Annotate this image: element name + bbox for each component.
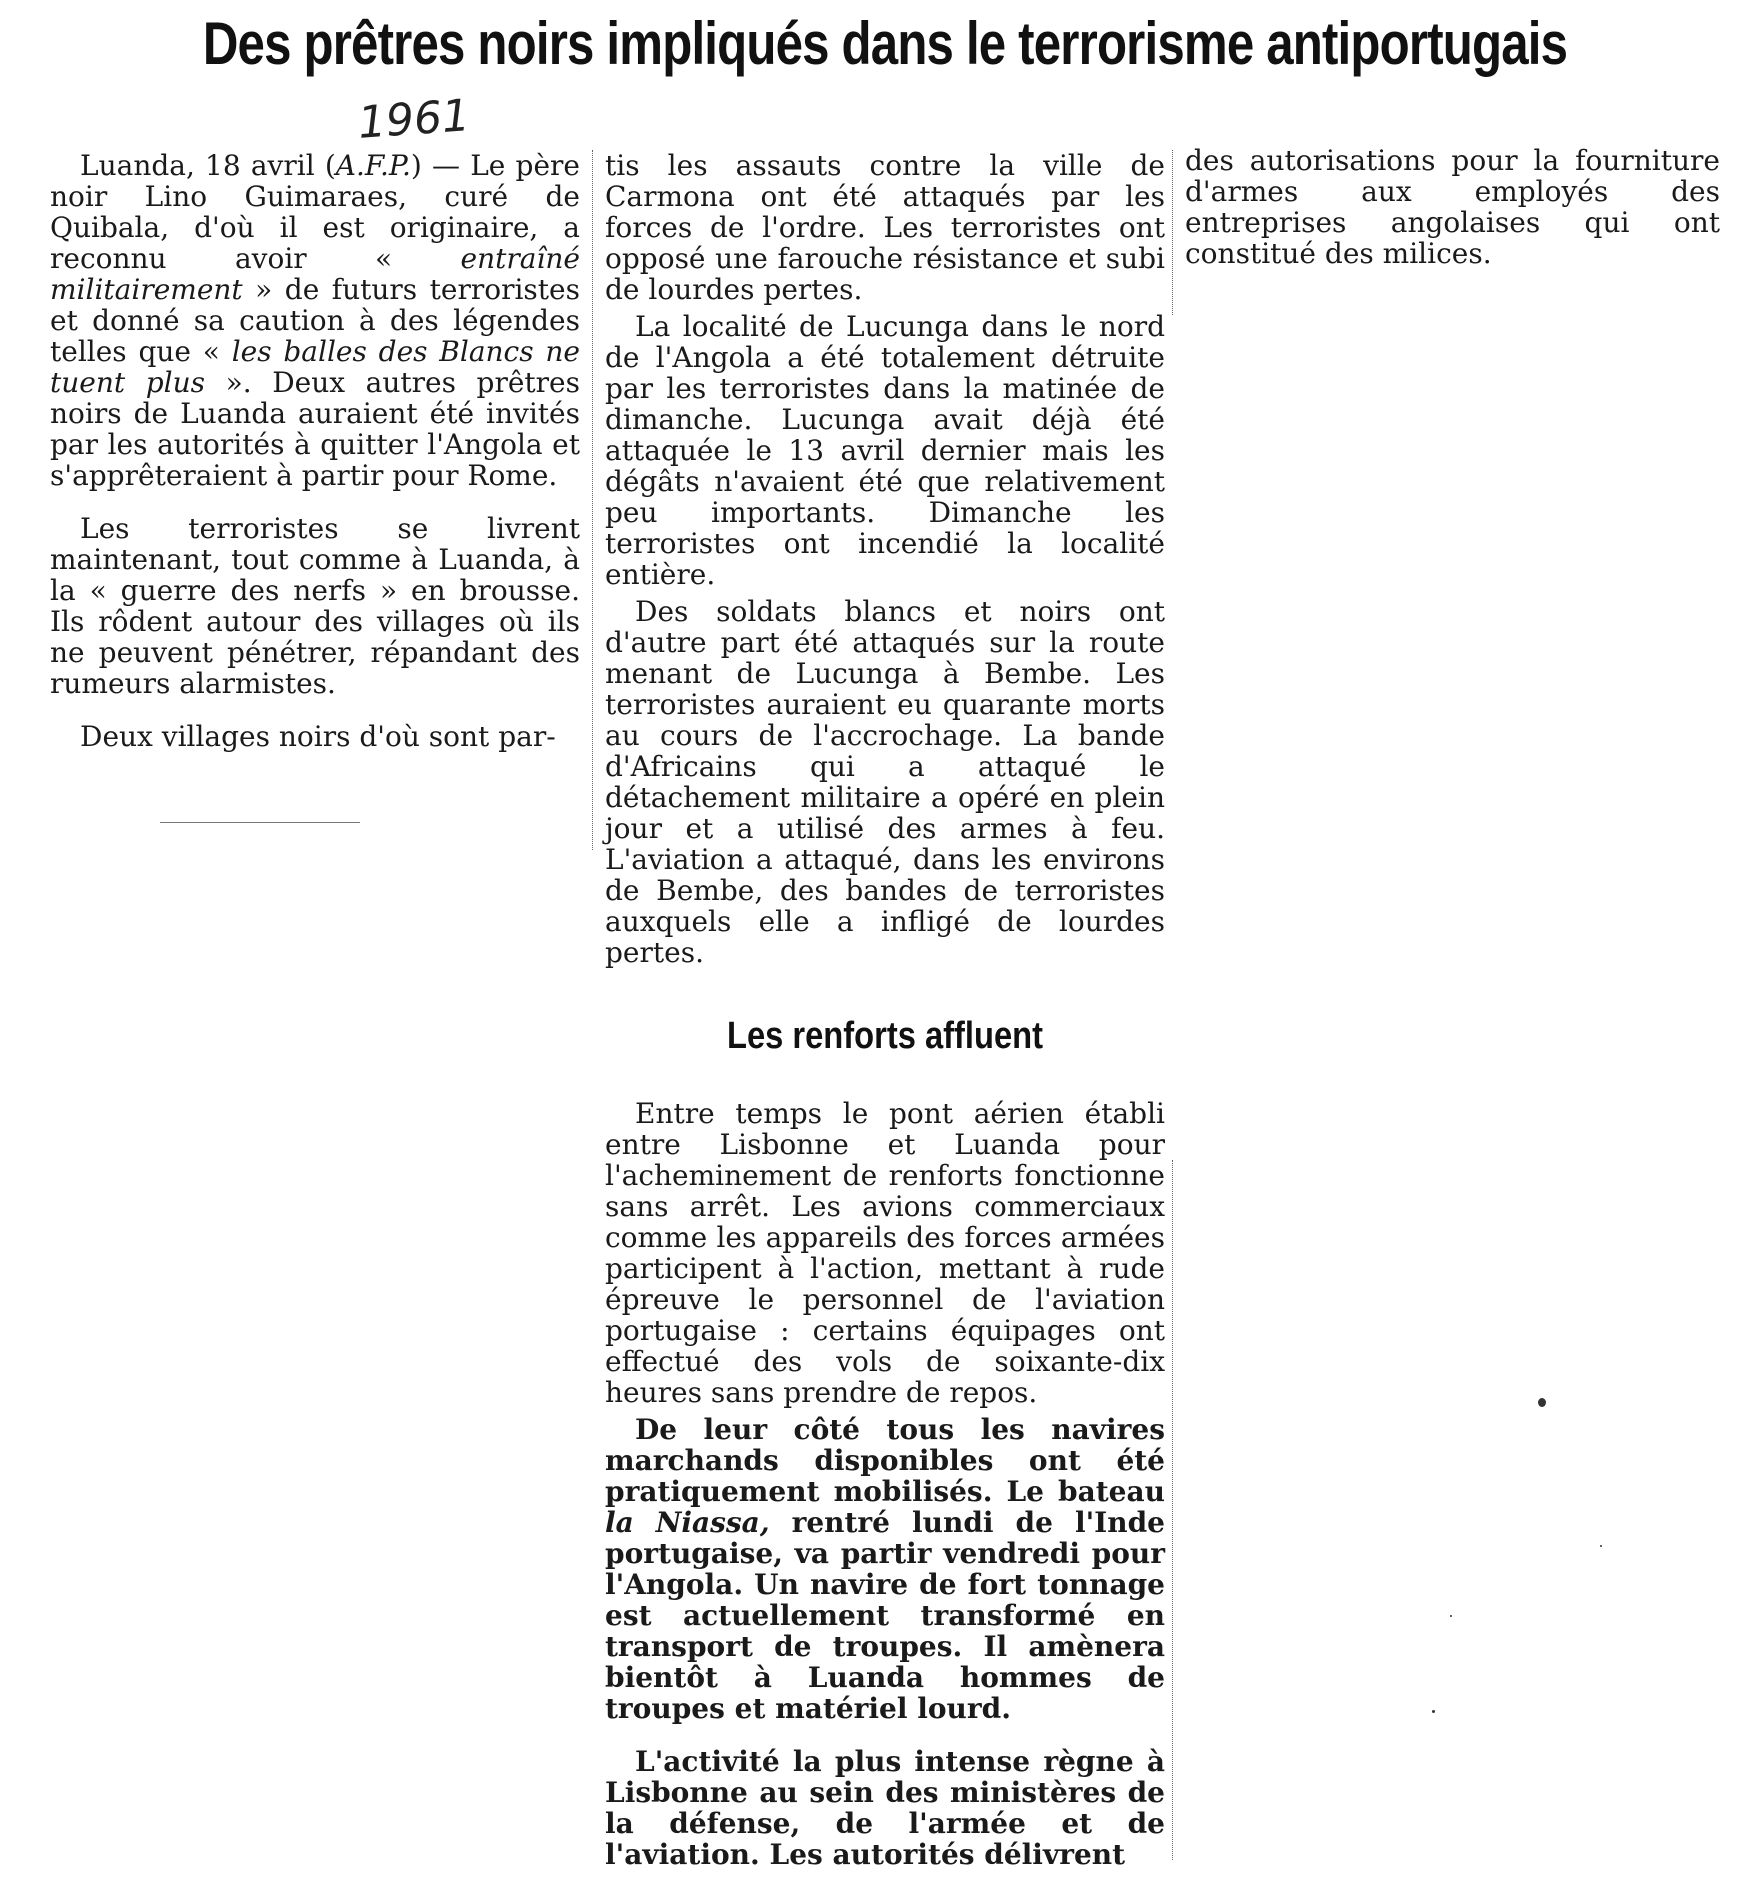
column-divider-right-top [1172, 150, 1173, 315]
col2-paragraph-4: Entre temps le pont aérien établi entre Lisbonne et Luanda pour l'acheminement de renforts fonctionne sans arrêt. Les avions commerciaux comme les appareils des forces armées participent à l'action, mettant à rude épreuve le personnel de l'aviation portugaise : certains équipages ont effectué des vols de soixante-dix heures sans prendre de repos. [605, 1097, 1165, 1409]
col1-p1-quote-1: entraîné militairement [50, 242, 580, 306]
col1-p1-quote-2: les balles des Blancs ne tuent plus [50, 335, 580, 399]
col1-p1-text-d: ». Deux autres prêtres noirs de Luanda auraient été invités par les autorités à quitter l'Angola et s'apprêteraient à partir pour Rome. [50, 366, 580, 492]
dateline-text: Luanda, 18 avril ( [80, 149, 336, 182]
article-column-3 [1185, 145, 1720, 269]
col1-p1-text-c: » de futurs terroristes et donné sa caution à des légendes telles que « [50, 273, 580, 368]
col1-paragraph-3: Deux villages noirs d'où sont par- [80, 720, 556, 753]
col2-p5-text-b: rentré lundi de l'Inde portugaise, va partir vendredi pour l'Angola. Un navire de fort tonnage est actuellement transformé en transport de troupes. Il amènera bientôt à Luanda hommes de troupes et matériel lourd. [605, 1506, 1165, 1725]
ship-name: la Niassa, [605, 1506, 770, 1539]
column-divider-left [592, 150, 593, 850]
article-column-2 [605, 150, 1165, 1870]
col2-paragraph-5 [605, 1414, 1165, 1724]
print-speck [1600, 1545, 1602, 1547]
col1-paragraph-1 [50, 150, 580, 491]
col2-paragraph-1: tis les assauts contre la ville de Carmona ont été attaqués par les forces de l'ordre. Les terroristes ont opposé une farouche résistance et subi de lourdes pertes. [605, 149, 1165, 306]
column-end-rule [160, 822, 360, 823]
col2-paragraph-3: Des soldats blancs et noirs ont d'autre part été attaqués sur la route menant de Lucunga à Bembe. Les terroristes auraient eu quarante morts au cours de l'accrochage. La bande d'Africains qui a attaqué le détachement militaire a opéré en plein jour et a utilisé des armes à feu. L'aviation a attaqué, dans les environs de Bembe, des bandes de terroristes auxquels elle a infligé de lourdes pertes. [605, 595, 1165, 969]
article-headline: Des prêtres noirs impliqués dans le terrorisme antiportugais [202, 10, 1568, 77]
article-column-1 [50, 150, 580, 752]
handwritten-year-annotation: 1961 [356, 90, 472, 149]
print-speck [1450, 1615, 1452, 1617]
col1-p1-text-b: ) — Le père noir Lino Guimaraes, curé de Quibala, d'où il est originaire, a reconnu avoir « [50, 149, 580, 275]
news-agency-credit: A.F.P. [335, 149, 411, 182]
col2-paragraph-6: L'activité la plus intense règne à Lisbonne au sein des ministères de la défense, de l'armée et de l'aviation. Les autorités délivrent [605, 1745, 1165, 1871]
print-speck [1538, 1398, 1546, 1407]
col3-paragraph-1: des autorisations pour la fourniture d'armes aux employés des entreprises angolaises qui ont constitué des milices. [1185, 144, 1720, 270]
col2-p5-text-a: De leur côté tous les navires marchands disponibles ont été pratiquement mobilisés. Le bateau [605, 1413, 1165, 1508]
col2-paragraph-2: La localité de Lucunga dans le nord de l'Angola a été totalement détruite par les terroristes dans la matinée de dimanche. Lucunga avait déjà été attaquée le 13 avril dernier mais les dégâts n'avaient été que relativement peu importants. Dimanche les terroristes ont incendié la localité entière. [605, 310, 1165, 591]
print-speck [1432, 1710, 1435, 1713]
section-subheading: Les renforts affluent [727, 1015, 1043, 1057]
column-divider-right-bottom [1172, 1160, 1173, 1860]
col1-paragraph-2: Les terroristes se livrent maintenant, tout comme à Luanda, à la « guerre des nerfs » en brousse. Ils rôdent autour des villages où ils ne peuvent pénétrer, répandant des rumeurs alarmistes. [50, 512, 580, 700]
